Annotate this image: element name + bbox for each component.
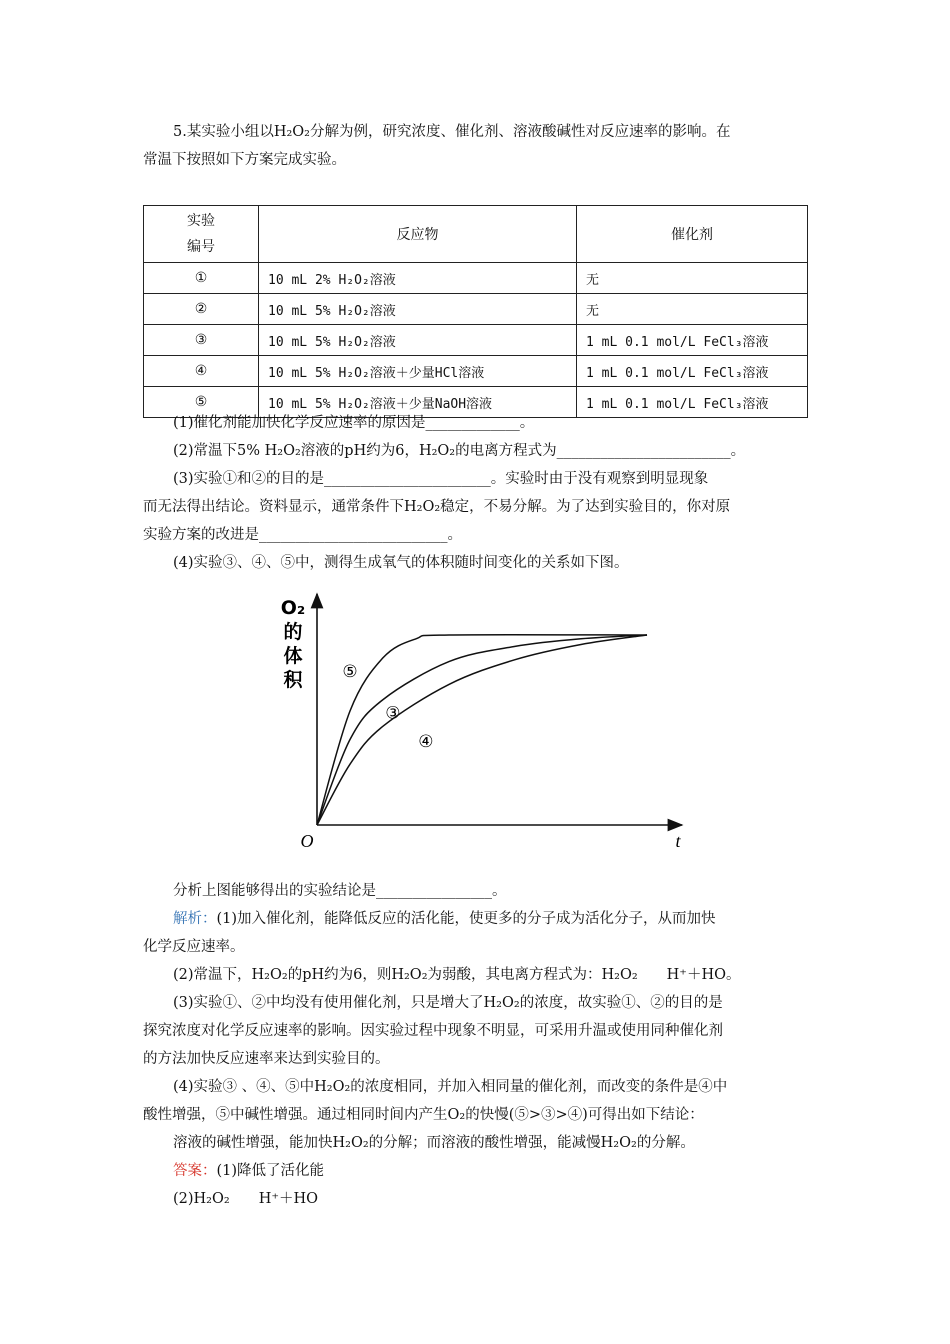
table-row (144, 325, 808, 356)
question-line-1: 5.某实验小组以H₂O₂分解为例，研究浓度、催化剂、溶液酸碱性对反应速率的影响。在 (173, 124, 731, 140)
y-axis-label (281, 597, 305, 691)
answer-label: 答案： (173, 1163, 217, 1179)
question-line-2: 常温下按照如下方案完成实验。 (143, 152, 346, 168)
row-no: ④ (144, 356, 259, 387)
table-header-row (144, 206, 808, 263)
subquestion-3-line-1: (3)实验①和②的目的是_______________________。实验时由于没有观察到明显现象 (173, 471, 709, 487)
header-experiment-no (144, 206, 259, 263)
series-lines (317, 635, 647, 825)
row-reactant: 10 mL 2% H₂O₂溶液 (259, 263, 577, 294)
series-line-3 (317, 635, 647, 825)
analysis-2: (2)常温下，H₂O₂的pH约为6，则H₂O₂为弱酸，其电离方程式为：H₂O₂ H⁺＋HO。 (173, 967, 741, 983)
y-axis-label-char: O₂ (280, 597, 306, 619)
analysis-4-line-3: 溶液的碱性增强，能加快H₂O₂的分解；而溶液的酸性增强，能减慢H₂O₂的分解。 (173, 1135, 695, 1151)
series-label: ④ (418, 732, 434, 753)
row-no: ① (144, 263, 259, 294)
table-row (144, 356, 808, 387)
row-catalyst: 1 mL 0.1 mol/L FeCl₃溶液 (577, 387, 808, 418)
subquestion-3-line-2: 而无法得出结论。资料显示，通常条件下H₂O₂稳定，不易分解。为了达到实验目的，你对原 (143, 499, 731, 515)
row-no: ② (144, 294, 259, 325)
subquestion-1: (1)催化剂能加快化学反应速率的原因是_____________。 (173, 415, 535, 431)
analysis-line-1 (173, 909, 716, 929)
origin-label: O (300, 831, 314, 851)
y-axis-label-char: 体 (283, 645, 303, 667)
analysis-label: 解析： (173, 911, 217, 927)
series-label: ⑤ (342, 661, 358, 682)
row-catalyst: 无 (577, 294, 808, 325)
row-no: ③ (144, 325, 259, 356)
series-line-2 (317, 635, 647, 825)
analysis-3-line-3: 的方法加快反应速率来达到实验目的。 (143, 1051, 390, 1067)
row-catalyst: 无 (577, 263, 808, 294)
row-reactant: 10 mL 5% H₂O₂溶液 (259, 325, 577, 356)
header-no-line-2: 编号 (187, 239, 215, 255)
analysis-4-line-1: (4)实验③ 、④、⑤中H₂O₂的浓度相同，并加入相同量的催化剂，而改变的条件是④中 (173, 1079, 728, 1095)
subquestion-2: (2)常温下5% H₂O₂溶液的pH约为6，H₂O₂的电离方程式为________________________。 (173, 443, 746, 459)
analysis-4-line-2: 酸性增强，⑤中碱性增强。通过相同时间内产生O₂的快慢(⑤>③>④)可得出如下结论： (143, 1107, 704, 1123)
y-axis-label-char: 的 (283, 621, 303, 643)
header-reactant: 反应物 (259, 206, 577, 263)
analysis-1-line-1: (1)加入催化剂，能降低反应的活化能，使更多的分子成为活化分子，从而加快 (216, 911, 716, 927)
x-axis-label: t (675, 831, 681, 851)
subquestion-3-line-3: 实验方案的改进是__________________________。 (143, 527, 462, 543)
row-reactant: 10 mL 5% H₂O₂溶液＋少量HCl溶液 (259, 356, 577, 387)
row-reactant: 10 mL 5% H₂O₂溶液 (259, 294, 577, 325)
header-catalyst: 催化剂 (577, 206, 808, 263)
row-catalyst: 1 mL 0.1 mol/L FeCl₃溶液 (577, 325, 808, 356)
experiment-table (143, 205, 808, 418)
table-row (144, 294, 808, 325)
answer-2: (2)H₂O₂ H⁺＋HO (173, 1191, 319, 1207)
series-line-1 (317, 635, 647, 825)
subquestion-4: (4)实验③、④、⑤中，测得生成氧气的体积随时间变化的关系如下图。 (173, 555, 629, 571)
table-row (144, 263, 808, 294)
y-axis-label-char: 积 (283, 669, 303, 691)
row-no: ⑤ (144, 387, 259, 418)
analysis-1-line-2: 化学反应速率。 (143, 939, 245, 955)
row-catalyst: 1 mL 0.1 mol/L FeCl₃溶液 (577, 356, 808, 387)
answer-1: (1)降低了活化能 (216, 1163, 325, 1179)
header-no-line-1: 实验 (187, 213, 215, 229)
analysis-3-line-1: (3)实验①、②中均没有使用催化剂，只是增大了H₂O₂的浓度，故实验①、②的目的是 (173, 995, 723, 1011)
conclusion-question: 分析上图能够得出的实验结论是________________。 (173, 883, 507, 899)
row-reactant: 10 mL 5% H₂O₂溶液＋少量NaOH溶液 (259, 387, 577, 418)
answer-line-1 (173, 1161, 324, 1181)
o2-volume-chart (260, 586, 700, 861)
series-label: ③ (385, 703, 401, 724)
analysis-3-line-2: 探究浓度对化学反应速率的影响。因实验过程中现象不明显，可采用升温或使用同种催化剂 (143, 1023, 723, 1039)
